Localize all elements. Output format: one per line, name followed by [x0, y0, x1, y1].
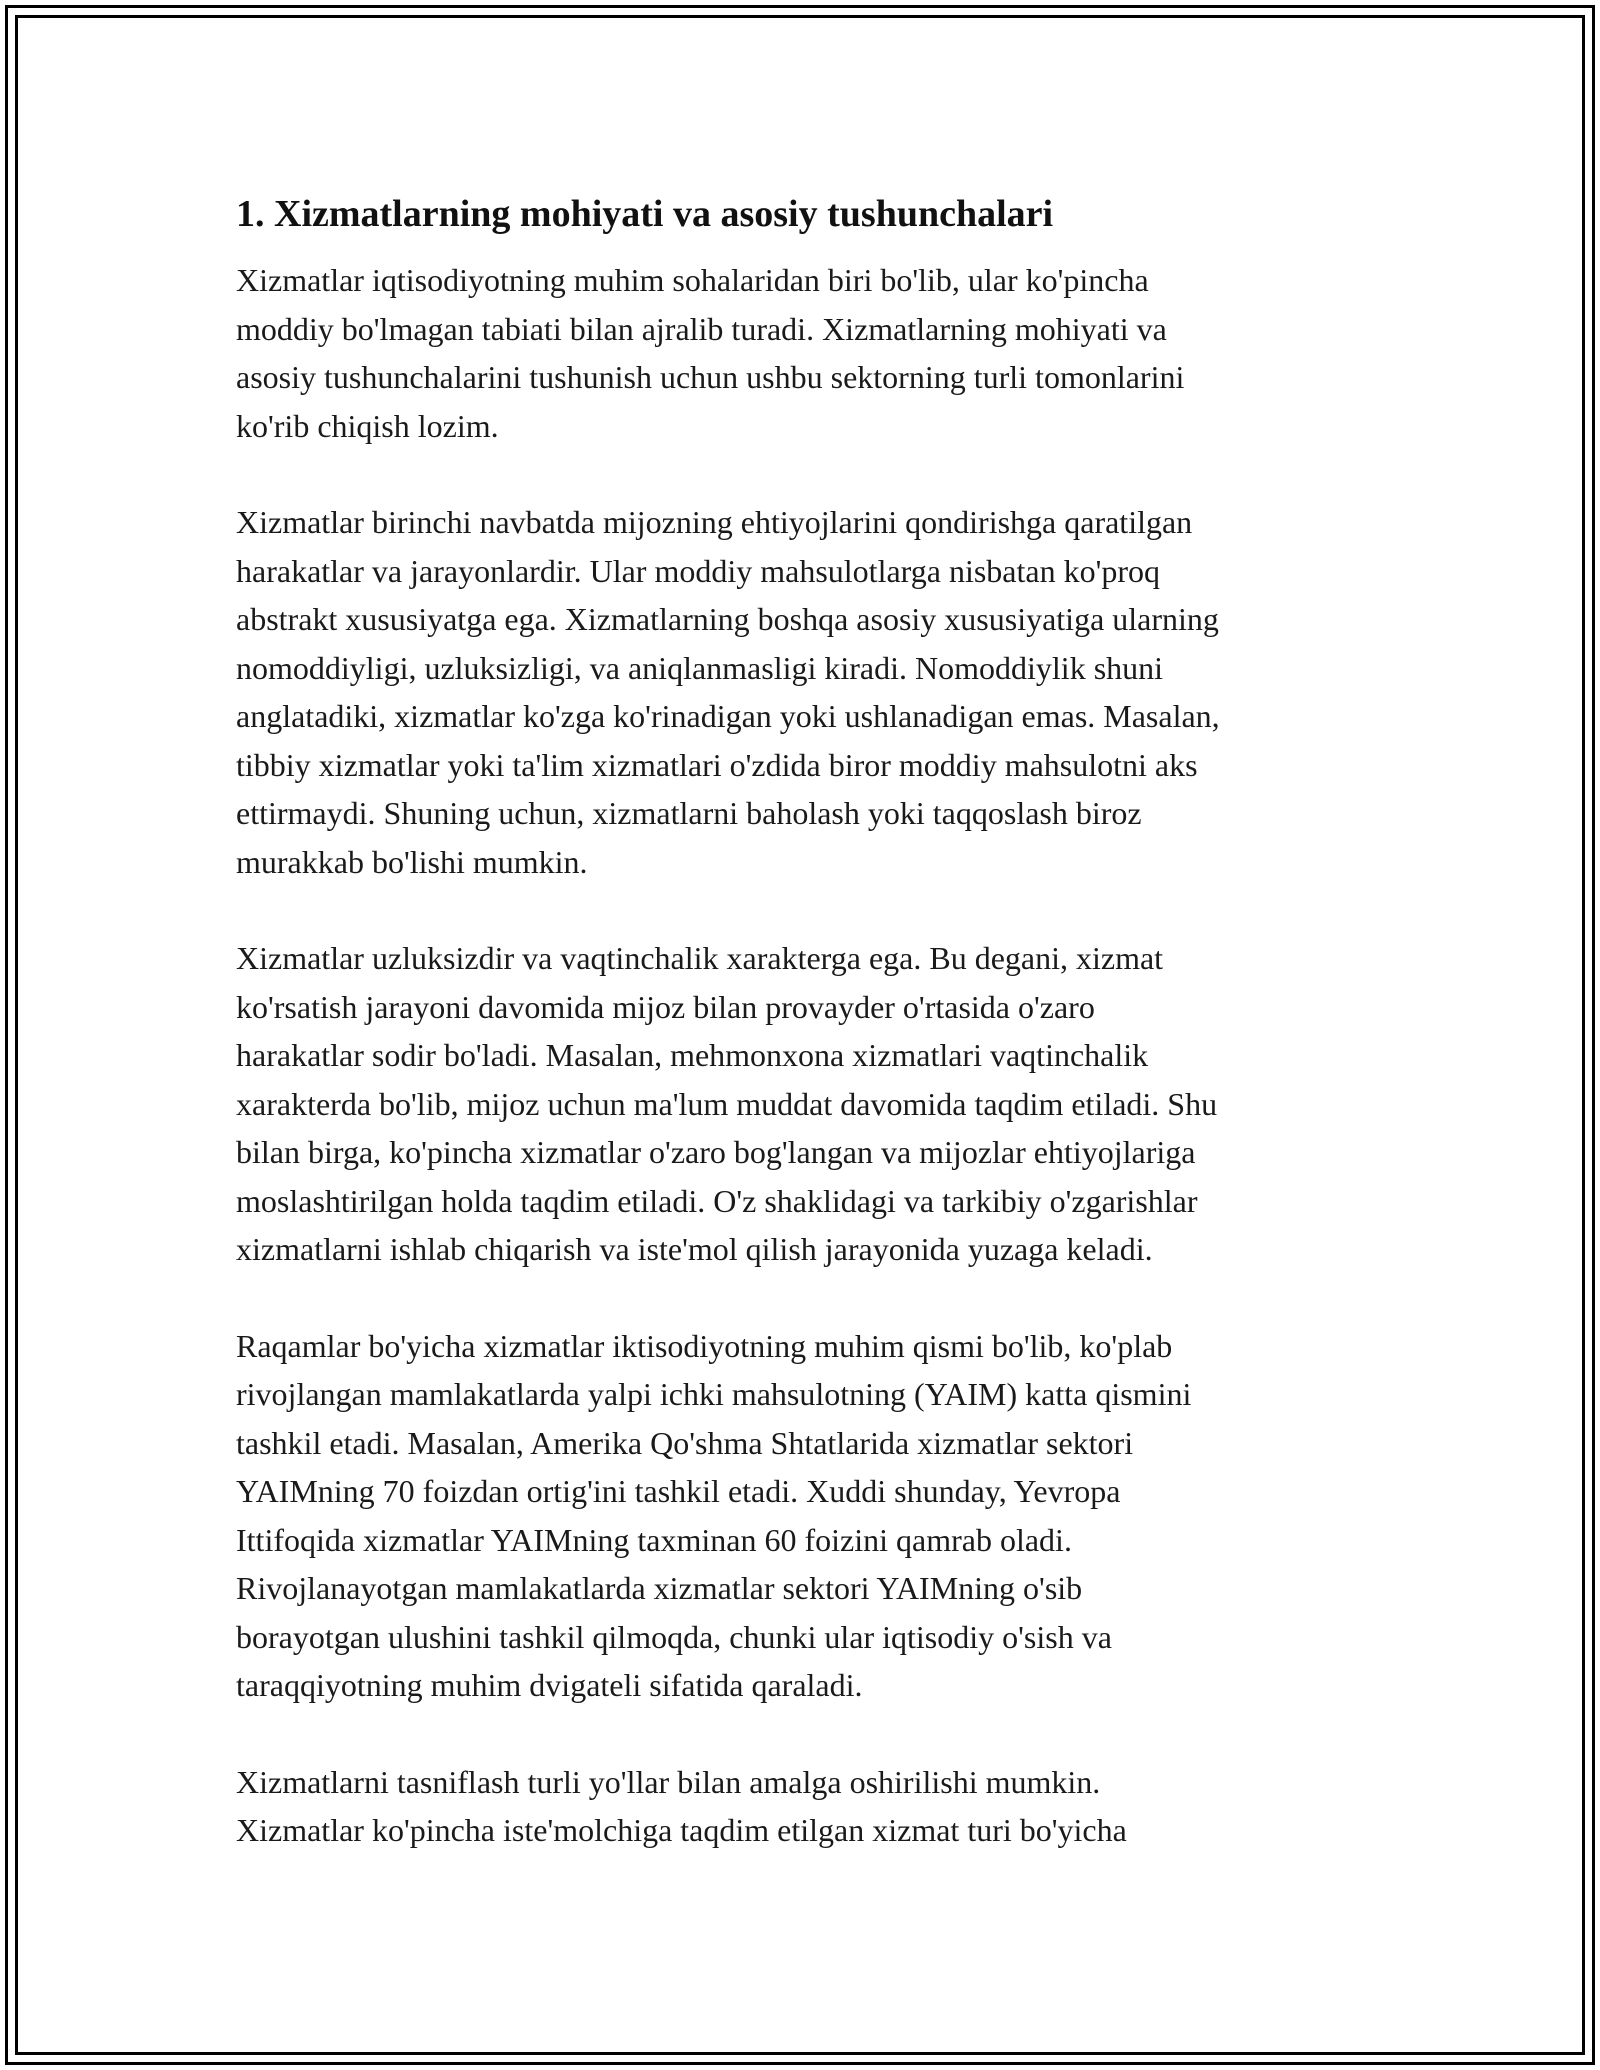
text-line: Ittifoqida xizmatlar YAIMning taxminan 60 foizini qamrab oladi.: [236, 1521, 1072, 1558]
text-line: YAIMning 70 foizdan ortig'ini tashkil etadi. Xuddi shunday, Yevropa: [236, 1473, 1121, 1509]
text-line: xizmatlarni ishlab chiqarish va iste'mol qilish jarayonida yuzaga keladi.: [236, 1231, 1153, 1267]
text-line: borayotgan ulushini tashkil qilmoqda, chunki ular iqtisodiy o'sish va: [236, 1618, 1112, 1655]
text-line: harakatlar sodir bo'ladi. Masalan, mehmonxona xizmatlari vaqtinchalik: [236, 1037, 1149, 1073]
text-line: taraqqiyotning muhim dvigateli sifatida qaraladi.: [236, 1667, 863, 1703]
text-line: bilan birga, ko'pincha xizmatlar o'zaro bog'langan va mijozlar ehtiyojlariga: [236, 1134, 1196, 1170]
text-line: tashkil etadi. Masalan, Amerika Qo'shma Shtatlarida xizmatlar sektori: [236, 1424, 1134, 1461]
paragraph-1: [236, 256, 1386, 450]
text-line: harakatlar va jarayonlardir. Ular moddiy mahsulotlarga nisbatan ko'proq: [236, 552, 1160, 589]
paragraph-5: [236, 1758, 1386, 1855]
text-line: nomoddiyligi, uzluksizligi, va aniqlanmasligi kiradi. Nomoddiylik shuni: [236, 649, 1164, 686]
text-line: murakkab bo'lishi mumkin.: [236, 843, 588, 880]
text-line: Xizmatlar iqtisodiyotning muhim sohalaridan biri bo'lib, ular ko'pincha: [236, 262, 1149, 298]
paragraph-3: [236, 934, 1386, 1274]
text-line: tibbiy xizmatlar yoki ta'lim xizmatlari o'zdida biror moddiy mahsulotni aks: [236, 746, 1198, 783]
text-line: ko'rsatish jarayoni davomida mijoz bilan provayder o'rtasida o'zaro: [236, 988, 1095, 1025]
section-heading: 1. Xizmatlarning mohiyati va asosiy tushunchalari: [236, 193, 1054, 235]
text-line: Xizmatlarni tasniflash turli yo'llar bilan amalga oshirilishi mumkin.: [236, 1763, 1101, 1800]
text-line: rivojlangan mamlakatlarda yalpi ichki mahsulotning (YAIM) katta qismini: [236, 1376, 1192, 1412]
text-line: ettirmaydi. Shuning uchun, xizmatlarni baholash yoki taqqoslash biroz: [236, 795, 1142, 831]
text-line: ko'rib chiqish lozim.: [236, 407, 499, 444]
paragraph-4: [236, 1322, 1386, 1710]
text-line: Raqamlar bo'yicha xizmatlar iktisodiyotning muhim qismi bo'lib, ko'plab: [236, 1327, 1173, 1364]
text-line: anglatadiki, xizmatlar ko'zga ko'rinadigan yoki ushlanadigan emas. Masalan,: [236, 698, 1220, 734]
text-line: asosiy tushunchalarini tushunish uchun ushbu sektorning turli tomonlarini: [236, 359, 1185, 395]
text-line: moslashtirilgan holda taqdim etiladi. O'z shaklidagi va tarkibiy o'zgarishlar: [236, 1182, 1198, 1219]
text-line: moddiy bo'lmagan tabiati bilan ajralib turadi. Xizmatlarning mohiyati va: [236, 310, 1167, 347]
text-line: Xizmatlar birinchi navbatda mijozning ehtiyojlarini qondirishga qaratilgan: [236, 504, 1193, 540]
text-line: Xizmatlar uzluksizdir va vaqtinchalik xarakterga ega. Bu degani, xizmat: [236, 940, 1164, 976]
document-body: [236, 188, 1386, 1903]
text-line: abstrakt xususiyatga ega. Xizmatlarning boshqa asosiy xususiyatiga ularning: [236, 601, 1219, 637]
text-line: xarakterda bo'lib, mijoz uchun ma'lum muddat davomida taqdim etiladi. Shu: [236, 1085, 1218, 1122]
text-line: Rivojlanayotgan mamlakatlarda xizmatlar sektori YAIMning o'sib: [236, 1570, 1083, 1606]
paragraph-2: [236, 498, 1386, 886]
text-line: Xizmatlar ko'pincha iste'molchiga taqdim etilgan xizmat turi bo'yicha: [236, 1812, 1127, 1848]
